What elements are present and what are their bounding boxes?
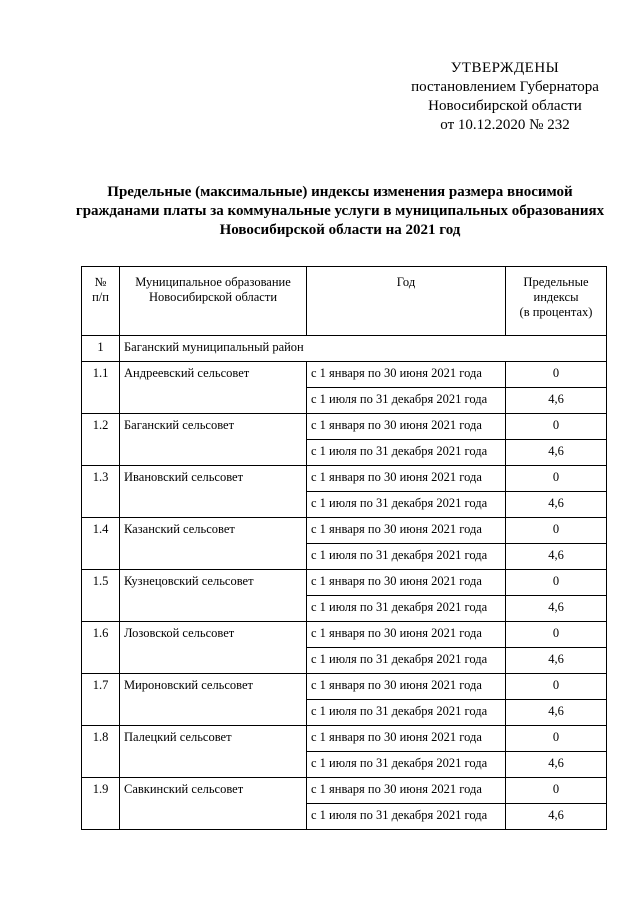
table-row	[82, 778, 607, 804]
group-num: 1	[82, 336, 120, 362]
row-num: 1.2	[82, 414, 120, 466]
approval-date: от 10.12.2020 № 232	[440, 117, 570, 133]
row-period-first-half: с 1 января по 30 июня 2021 года	[307, 414, 506, 440]
row-index-first-half: 0	[506, 674, 607, 700]
row-index-first-half: 0	[506, 778, 607, 804]
row-period-first-half: с 1 января по 30 июня 2021 года	[307, 518, 506, 544]
header-municipality-line: Новосибирской области	[148, 290, 278, 304]
row-period-second-half: с 1 июля по 31 декабря 2021 года	[307, 752, 506, 778]
row-num: 1.7	[82, 674, 120, 726]
header-municipality-line: Муниципальное образование	[135, 275, 291, 289]
table-group-row	[82, 336, 607, 362]
approval-line: Новосибирской области	[428, 98, 582, 114]
row-num: 1.6	[82, 622, 120, 674]
row-period-second-half: с 1 июля по 31 декабря 2021 года	[307, 700, 506, 726]
table-row	[82, 466, 607, 492]
header-index-line: Предельные	[523, 275, 589, 289]
row-index-second-half: 4,6	[506, 700, 607, 726]
row-municipality: Палецкий сельсовет	[120, 726, 307, 778]
row-num: 1.8	[82, 726, 120, 778]
row-period-first-half: с 1 января по 30 июня 2021 года	[307, 726, 506, 752]
tariff-index-table	[81, 266, 607, 830]
row-period-second-half: с 1 июля по 31 декабря 2021 года	[307, 804, 506, 830]
row-period-second-half: с 1 июля по 31 декабря 2021 года	[307, 648, 506, 674]
row-municipality: Андреевский сельсовет	[120, 362, 307, 414]
header-num	[82, 267, 120, 336]
row-period-first-half: с 1 января по 30 июня 2021 года	[307, 622, 506, 648]
row-index-second-half: 4,6	[506, 492, 607, 518]
approval-line: постановлением Губернатора	[411, 79, 599, 95]
row-municipality: Мироновский сельсовет	[120, 674, 307, 726]
row-num: 1.9	[82, 778, 120, 830]
row-period-second-half: с 1 июля по 31 декабря 2021 года	[307, 492, 506, 518]
row-municipality: Кузнецовский сельсовет	[120, 570, 307, 622]
table-row	[82, 414, 607, 440]
row-index-second-half: 4,6	[506, 804, 607, 830]
approval-heading: УТВЕРЖДЕНЫ	[450, 60, 560, 76]
header-index-line: индексы	[533, 290, 579, 304]
row-municipality: Баганский сельсовет	[120, 414, 307, 466]
row-num: 1.1	[82, 362, 120, 414]
document-title	[60, 183, 620, 240]
row-period-second-half: с 1 июля по 31 декабря 2021 года	[307, 544, 506, 570]
table-header-row	[82, 267, 607, 336]
row-index-first-half: 0	[506, 622, 607, 648]
row-index-second-half: 4,6	[506, 440, 607, 466]
table-row	[82, 518, 607, 544]
row-index-first-half: 0	[506, 362, 607, 388]
row-municipality: Лозовской сельсовет	[120, 622, 307, 674]
table-row	[82, 362, 607, 388]
row-municipality: Савкинский сельсовет	[120, 778, 307, 830]
row-period-second-half: с 1 июля по 31 декабря 2021 года	[307, 596, 506, 622]
row-period-first-half: с 1 января по 30 июня 2021 года	[307, 362, 506, 388]
row-num: 1.3	[82, 466, 120, 518]
header-year: Год	[307, 267, 506, 336]
row-index-second-half: 4,6	[506, 648, 607, 674]
header-municipality	[120, 267, 307, 336]
header-num-line: п/п	[92, 290, 109, 304]
row-index-second-half: 4,6	[506, 544, 607, 570]
row-num: 1.5	[82, 570, 120, 622]
table-row	[82, 622, 607, 648]
group-name: Баганский муниципальный район	[120, 336, 607, 362]
approval-stamp	[380, 59, 630, 135]
table-row	[82, 726, 607, 752]
table-row	[82, 674, 607, 700]
table-row	[82, 570, 607, 596]
title-line: Новосибирской области на 2021 год	[219, 222, 461, 238]
row-period-first-half: с 1 января по 30 июня 2021 года	[307, 674, 506, 700]
header-num-line: №	[94, 275, 107, 289]
row-index-first-half: 0	[506, 570, 607, 596]
row-index-first-half: 0	[506, 518, 607, 544]
row-period-second-half: с 1 июля по 31 декабря 2021 года	[307, 388, 506, 414]
row-index-first-half: 0	[506, 466, 607, 492]
row-period-second-half: с 1 июля по 31 декабря 2021 года	[307, 440, 506, 466]
row-index-second-half: 4,6	[506, 388, 607, 414]
row-municipality: Ивановский сельсовет	[120, 466, 307, 518]
row-index-first-half: 0	[506, 726, 607, 752]
title-line: Предельные (максимальные) индексы изменения размера вносимой	[107, 184, 573, 200]
title-line: гражданами платы за коммунальные услуги в муниципальных образованиях	[75, 203, 605, 219]
row-municipality: Казанский сельсовет	[120, 518, 307, 570]
row-index-second-half: 4,6	[506, 596, 607, 622]
header-index-line: (в процентах)	[519, 305, 593, 319]
header-index	[506, 267, 607, 336]
row-period-first-half: с 1 января по 30 июня 2021 года	[307, 466, 506, 492]
row-index-first-half: 0	[506, 414, 607, 440]
row-num: 1.4	[82, 518, 120, 570]
row-index-second-half: 4,6	[506, 752, 607, 778]
row-period-first-half: с 1 января по 30 июня 2021 года	[307, 570, 506, 596]
row-period-first-half: с 1 января по 30 июня 2021 года	[307, 778, 506, 804]
